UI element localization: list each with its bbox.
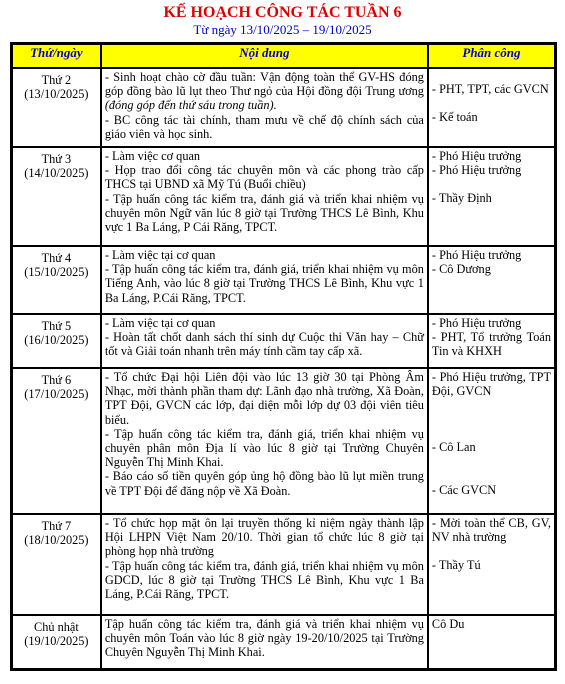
column-header-content: Nội dung [101,44,428,68]
assignment-item: - Thầy Định [431,191,492,206]
assignment-item: Cô Du [431,617,465,631]
table-row [12,514,555,615]
table-row [12,246,555,314]
assignment-item: - Thầy Tú [431,558,481,573]
day-date: (18/10/2025) [24,533,89,548]
assignment-item: - Phó Hiệu trưởng [431,149,522,163]
day-cell [12,68,101,147]
content-cell [101,147,428,246]
content-item: Tập huấn công tác kiểm tra, đánh giá và triển khai nhiệm vụ chuyên môn Toán vào lúc 8 giờ ngày 19-20/10/2025 tại Trường Chuyên Nguyễn Thị Minh Khai. [104,617,424,660]
assignment-cell [428,246,555,314]
content-cell [101,615,428,669]
assignment-item: - PHT, TPT, các GVCN [431,82,549,96]
day-cell [12,514,101,615]
content-item: - Họp trao đổi công tác chuyên môn và các phong trào cấp THCS tại UBND xã Mỹ Tú (Buổi chiều) [104,163,424,192]
content-cell [101,246,428,314]
assignment-item: - Cô Dương [431,262,491,277]
day-name: Thứ 3 [41,152,72,166]
table-row [12,368,555,514]
content-cell [101,68,428,147]
assignment-cell [428,68,555,147]
assignment-item: - Mời toàn thể CB, GV, NV nhà trường [431,516,551,545]
content-cell [101,314,428,368]
content-item: - Làm việc cơ quan [104,149,201,163]
content-item: - Tập huấn công tác kiểm tra, đánh giá, triển khai nhiệm vụ môn Tiếng Anh, vào lúc 8 giờ tại Trường THCS Lê Bình, Khu vực 1 Ba Láng, P.Cái Răng, TPCT. [104,262,424,305]
day-date: (19/10/2025) [24,634,89,649]
day-cell [12,147,101,246]
day-cell [12,615,101,669]
content-item: - Báo cáo số tiền quyên góp ủng hộ đồng bào lũ lụt miền trung về TPT Đội để đăng nộp về Xã Đoàn. [104,469,424,498]
day-date: (17/10/2025) [24,387,89,402]
assignment-cell [428,314,555,368]
table-header-row [12,44,555,68]
day-cell [12,368,101,514]
date-range-subtitle: Từ ngày 13/10/2025 – 19/10/2025 [193,22,372,37]
page-title: KẾ HOẠCH CÔNG TÁC TUẦN 6 [163,4,402,21]
content-item: - Tổ chức họp mặt ôn lại truyền thống kỉ niệm ngày thành lập Hội LHPN Việt Nam 20/10. Thời gian tổ chức lúc 8 giờ tại phòng họp nhà trường [104,516,424,559]
assignment-item: - Phó Hiệu trưởng, TPT Đội, GVCN [431,370,551,399]
assignment-cell [428,368,555,514]
assignment-cell [428,514,555,615]
day-date: (13/10/2025) [24,87,89,102]
assignment-item: - Phó Hiệu trưởng [431,248,522,262]
column-header-assignment: Phân công [428,44,555,68]
content-item: - Hoàn tất chốt danh sách thí sinh dự Cuộc thi Văn hay – Chữ tốt và Giải toán nhanh trên máy tính cầm tay cấp xã. [104,330,424,359]
table-row [12,314,555,368]
content-cell [101,514,428,615]
day-name: Thứ 5 [41,319,72,333]
day-name: Thứ 6 [41,373,72,387]
assignment-cell [428,147,555,246]
day-name: Thứ 2 [41,73,72,87]
content-item: - Tổ chức Đại hội Liên đội vào lúc 13 giờ 30 tại Phòng Âm Nhạc, mời thành phần tham dự: Lãnh đạo nhà trường, Xã Đoàn, TPT Đội, GVCN các lớp, đại diện mỗi lớp dự 03 đội viên tiêu biểu. [104,370,424,427]
content-item: - Làm việc tại cơ quan [104,316,216,330]
weekly-schedule-table [10,42,557,671]
day-name: Chủ nhật [34,620,79,634]
day-date: (16/10/2025) [24,333,89,348]
assignment-cell [428,615,555,669]
day-cell [12,246,101,314]
content-cell [101,368,428,514]
column-header-day: Thứ/ngày [12,44,101,68]
table-row [12,68,555,147]
content-item: - Tập huấn công tác kiểm tra, đánh giá và triển khai nhiệm vụ chuyên môn Ngữ văn lúc 8 giờ tại Trường THCS Lê Bình, Khu vực 1 Ba Láng, P Cái Răng, TPCT. [104,191,424,235]
assignment-item: - Kế toán [431,110,478,125]
content-item: - Làm việc tại cơ quan [104,248,216,262]
day-name: Thứ 4 [41,251,72,265]
assignment-item: - Các GVCN [431,482,497,497]
assignment-item: - Phó Hiệu trưởng [431,316,522,330]
day-name: Thứ 7 [41,519,72,533]
content-item: - Sinh hoạt chào cờ đầu tuần: Vận động toàn thể GV-HS đóng góp đồng bào lũ lụt theo Thư ngỏ của Hội đồng đội Trung ương [104,70,424,99]
day-cell [12,314,101,368]
assignment-item: - Cô Lan [431,440,476,455]
content-item: - BC công tác tài chính, tham mưu về chế độ chính sách của giáo viên và học sinh. [104,112,424,141]
assignment-item: - Phó Hiệu trưởng [431,163,522,178]
content-note: (đóng góp đến thứ sáu trong tuần). [104,98,277,113]
content-item: - Tập huấn công tác kiểm tra, đánh giá, triển khai nhiệm vụ môn GDCD, lúc 8 giờ tại Trường THCS Lê Bình, Khu vực 1 Ba Láng, P.Cái Răng, TPCT. [104,558,424,602]
assignment-item: - PHT, Tổ trưởng Toán Tin và KHXH [431,330,551,359]
day-date: (15/10/2025) [24,265,89,280]
day-date: (14/10/2025) [24,166,89,181]
content-item: - Tập huấn công tác kiểm tra, đánh giá, triển khai nhiệm vụ chuyên phân môn Địa lí vào lúc 8 giờ tại Trường Chuyên Nguyễn Thị Minh Khai. [104,426,424,470]
table-row [12,147,555,246]
table-row [12,615,555,669]
